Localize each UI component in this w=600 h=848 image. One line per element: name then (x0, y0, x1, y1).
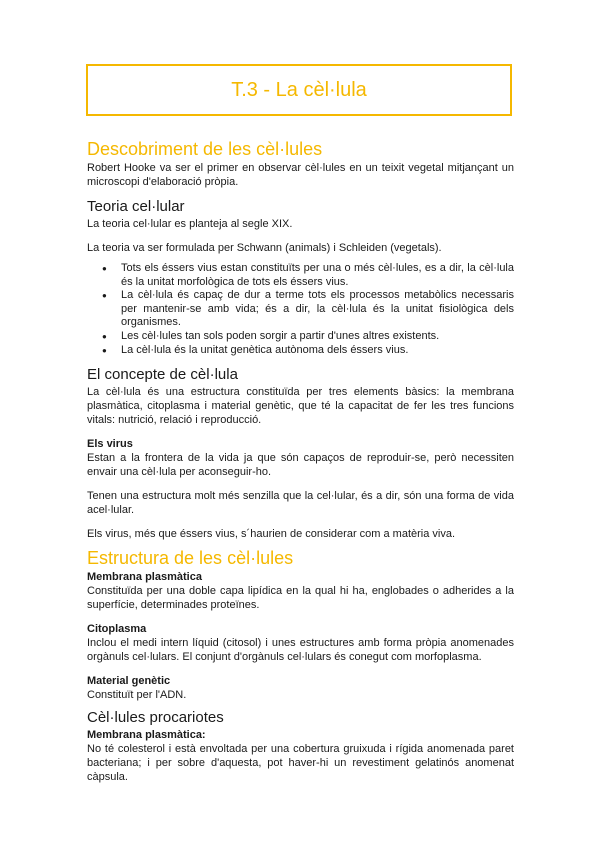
subheading-citoplasma: Citoplasma (87, 623, 147, 636)
paragraph-procariota: No té colesterol i està envoltada per una cobertura gruixuda i rígida anomenada paret bacteriana; i per sobre d'aquesta, pot haver-hi un revestiment gelatinós anomenat càpsula. (87, 743, 514, 784)
heading-teoria-cellular: Teoria cel·lular (87, 198, 185, 215)
heading-procariotes: Cèl·lules procariotes (87, 709, 224, 727)
list-item: ● Tots els éssers vius estan constituïts per una o més cèl·lules, es a dir, la cèl·lula és la unitat morfològica de tots els éssers vius. (121, 262, 514, 289)
paragraph-virus-1: Estan a la frontera de la vida ja que són capaços de reproduir-se, però necessiten envair una cèl·lula per aconseguir-ho. (87, 452, 514, 479)
subheading-virus: Els virus (87, 438, 133, 451)
teoria-bullet-list (87, 262, 514, 357)
paragraph-teoria-1: La teoria cel·lular es planteja al segle XIX. (87, 218, 293, 230)
paragraph-citoplasma: Inclou el medi intern líquid (citosol) i unes estructures amb forma pròpia anomenades orgànuls cel·lulars. El conjunt d'orgànuls cel·lulars és conegut com morfoplasma. (87, 637, 514, 664)
paragraph-virus-2: Tenen una estructura molt més senzilla que la cel·lular, és a dir, són una forma de vida acel·lular. (87, 490, 514, 517)
paragraph-hooke: Robert Hooke va ser el primer en observar cèl·lules en un teixit vegetal mitjançant un microscopi d'elaboració pròpia. (87, 162, 514, 188)
paragraph-membrana: Constituïda per una doble capa lipídica en la qual hi ha, englobades o adherides a la superfície, determinades proteïnes. (87, 585, 514, 612)
paragraph-concepte: La cèl·lula és una estructura constituïda per tres elements bàsics: la membrana plasmàtica, citoplasma i material genètic, que té la capacitat de fer les tres funcions vitals: nutrició, relació i reproducció. (87, 386, 514, 427)
paragraph-teoria-2: La teoria va ser formulada per Schwann (animals) i Schleiden (vegetals). (87, 242, 442, 254)
title-box (86, 64, 512, 116)
subheading-membrana-procariota: Membrana plasmàtica: (87, 729, 206, 742)
heading-concepte-cellula: El concepte de cèl·lula (87, 366, 238, 384)
paragraph-virus-3: Els virus, més que éssers vius, s´haurien de considerar com a matèria viva. (87, 528, 456, 541)
document-body (87, 139, 514, 784)
heading-descobriment: Descobriment de les cèl·lules (87, 139, 323, 159)
page-title: T.3 - La cèl·lula (231, 78, 367, 101)
list-item: ● La cèl·lula és la unitat genètica autònoma dels éssers vius. (121, 344, 514, 358)
heading-estructura: Estructura de les cèl·lules (87, 548, 294, 569)
list-item: ● Les cèl·lules tan sols poden sorgir a partir d'unes altres existents. (121, 330, 514, 344)
paragraph-material-genetic: Constituït per l'ADN. (87, 689, 187, 702)
subheading-membrana: Membrana plasmàtica (87, 571, 202, 584)
list-item: ● La cèl·lula és capaç de dur a terme tots els processos metabòlics necessaris per mantenir-se amb vida; és a dir, la cèl·lula és la unitat fisiològica dels organismes. (121, 289, 514, 330)
subheading-material-genetic: Material genètic (87, 675, 171, 688)
